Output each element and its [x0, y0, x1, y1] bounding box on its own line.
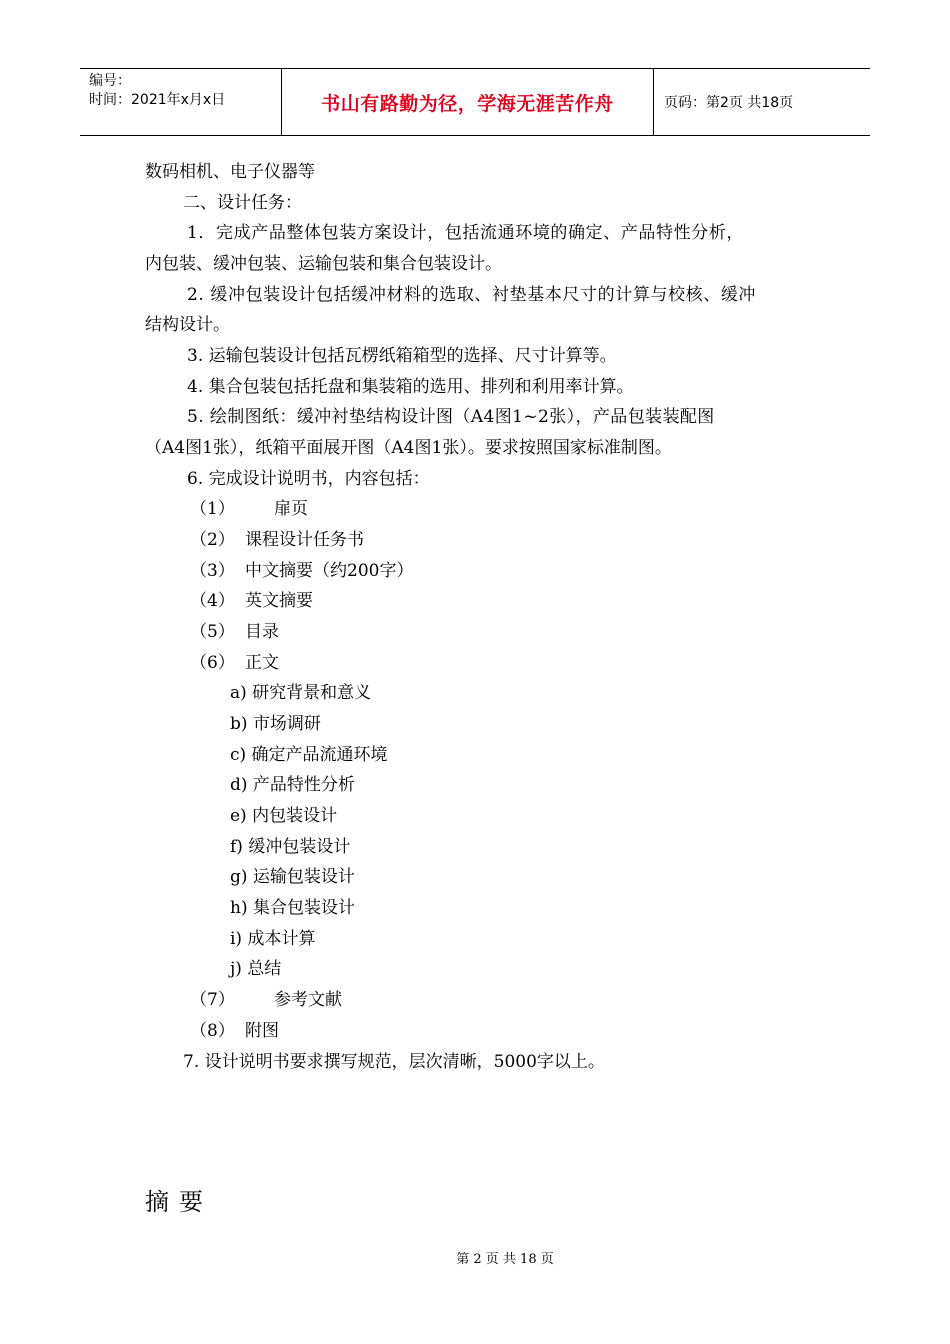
sub-list-item: j) 总结 — [230, 959, 282, 979]
sub-list-item: a) 研究背景和意义 — [230, 683, 372, 703]
sub-list-item: e) 内包装设计 — [230, 806, 338, 826]
text-line: 7. 设计说明书要求撰写规范，层次清晰，5000字以上。 — [183, 1052, 605, 1072]
list-item-text: 英文摘要 — [245, 591, 313, 611]
text-line: 5. 绘制图纸：缓冲衬垫结构设计图（A4图1~2张），产品包装装配图 — [187, 407, 715, 427]
text-line: 结构设计。 — [145, 315, 230, 335]
header-motto: 书山有路勤为径，学海无涯苦作舟 — [321, 92, 614, 115]
section-heading-abstract: 摘要 — [145, 1188, 213, 1216]
text-line: （A4图1张），纸箱平面展开图（A4图1张）。要求按照国家标准制图。 — [145, 438, 672, 458]
text-line: 内包装、缓冲包装、运输包装和集合包装设计。 — [145, 254, 502, 274]
list-item-text: 课程设计任务书 — [245, 530, 364, 550]
page-header — [80, 68, 870, 136]
text-line: 6. 完成设计说明书，内容包括： — [187, 469, 430, 489]
list-item-text: 参考文献 — [274, 990, 342, 1010]
sub-list-item: d) 产品特性分析 — [230, 775, 355, 795]
list-item-number: （8） — [190, 1021, 235, 1041]
list-item-text: 扉页 — [274, 499, 308, 519]
sub-list-item: c) 确定产品流通环境 — [230, 745, 388, 765]
header-time: 时间：2021年x月x日 — [89, 92, 226, 108]
sub-list-item: b) 市场调研 — [230, 714, 321, 734]
list-item-number: （7） — [190, 990, 235, 1010]
text-line: 1．完成产品整体包装方案设计，包括流通环境的确定、产品特性分析， — [187, 223, 745, 243]
list-item-number: （1） — [190, 499, 235, 519]
sub-list-item: i) 成本计算 — [230, 929, 316, 949]
header-page-info: 页码：第2页 共18页 — [664, 95, 794, 111]
text-line: 4. 集合包装包括托盘和集装箱的选用、排列和利用率计算。 — [187, 377, 634, 397]
list-item-number: （2） — [190, 530, 235, 550]
page-footer: 第 2 页 共 18 页 — [456, 1252, 554, 1267]
sub-list-item: g) 运输包装设计 — [230, 867, 355, 887]
header-number: 编号： — [89, 73, 131, 89]
section-title-design-task: 二、设计任务： — [183, 193, 302, 213]
text-line: 2. 缓冲包装设计包括缓冲材料的选取、衬垫基本尺寸的计算与校核、缓冲 — [187, 285, 757, 305]
text-line: 数码相机、电子仪器等 — [145, 162, 315, 182]
list-item-text: 正文 — [245, 653, 279, 673]
list-item-text: 中文摘要（约200字） — [245, 561, 414, 581]
list-item-text: 附图 — [245, 1021, 279, 1041]
sub-list-item: f) 缓冲包装设计 — [230, 837, 351, 857]
header-meta — [80, 69, 282, 135]
text-line: 3. 运输包装设计包括瓦楞纸箱箱型的选择、尺寸计算等。 — [187, 346, 617, 366]
list-item-number: （3） — [190, 561, 235, 581]
list-item-number: （5） — [190, 622, 235, 642]
list-item-text: 目录 — [245, 622, 279, 642]
list-item-number: （4） — [190, 591, 235, 611]
list-item-number: （6） — [190, 653, 235, 673]
sub-list-item: h) 集合包装设计 — [230, 898, 355, 918]
header-motto-cell — [282, 69, 654, 135]
